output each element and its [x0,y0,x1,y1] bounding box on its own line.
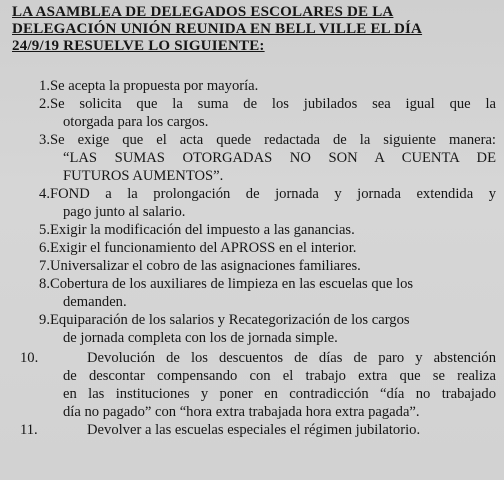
item-number: 4. [39,186,50,202]
item-text: Exigir el funcionamiento del APROSS en el interior. [50,240,357,256]
list-item [12,95,496,131]
item-number: 5. [39,222,50,238]
item-text-cont: FUTUROS AUMENTOS”. [63,168,224,184]
header-line-1: LA ASAMBLEA DE DELEGADOS ESCOLARES DE LA [12,4,394,20]
list-item [12,221,496,239]
header-line-2: DELEGACIÓN UNIÓN REUNIDA EN BELL VILLE EL DÍA [12,21,423,37]
item-text-cont: pago junto al salario. [63,204,186,220]
item-text-cont: otorgada para los cargos. [63,114,209,130]
list-item [12,311,496,347]
item-text: Se acepta la propuesta por mayoría. [50,78,259,94]
list-item [12,421,496,439]
item-text: Se solicita que la suma de los jubilados sea igual que la [50,96,496,112]
item-text-cont: “LAS SUMAS OTORGADAS NO SON A CUENTA DE [63,150,496,166]
item-text: Equiparación de los salarios y Recategorización de los cargos [50,312,410,328]
item-number: 10. [20,350,39,366]
list-item [12,349,496,421]
list-item [12,77,496,95]
item-number: 9. [39,312,50,328]
list-item [12,257,496,275]
item-number: 11. [20,422,38,438]
item-number: 2. [39,96,50,112]
item-text-cont: de jornada completa con los de jornada simple. [63,330,338,346]
item-text: Exigir la modificación del impuesto a las ganancias. [50,222,355,238]
item-text-cont: de descontar compensando con el trabajo extra que se realiza [63,368,496,384]
list-item [12,185,496,221]
list-item [12,239,496,257]
item-number: 1. [39,78,50,94]
item-number: 7. [39,258,50,274]
item-number: 8. [39,276,50,292]
item-text: Devolución de los descuentos de días de paro y abstención [87,350,496,366]
list-item [12,131,496,185]
list-item [12,275,496,311]
item-text-cont: demanden. [63,294,127,310]
item-number: 3. [39,132,50,148]
item-text-cont: día no pagado” con “hora extra trabajada hora extra pagada”. [63,404,420,420]
item-text: Devolver a las escuelas especiales el régimen jubilatorio. [87,422,421,438]
resolution-header [12,4,496,55]
item-text: Universalizar el cobro de las asignaciones familiares. [50,258,361,274]
header-line-3: 24/9/19 RESUELVE LO SIGUIENTE: [12,38,265,54]
item-text: Cobertura de los auxiliares de limpieza en las escuelas que los [50,276,414,292]
item-text-cont: en las instituciones y poner en contradicción “día no trabajado [63,386,496,402]
item-number: 6. [39,240,50,256]
item-text: Se exige que el acta quede redactada de la siguiente manera: [50,132,496,148]
item-text: FOND a la prolongación de jornada y jornada extendida y [50,186,496,202]
